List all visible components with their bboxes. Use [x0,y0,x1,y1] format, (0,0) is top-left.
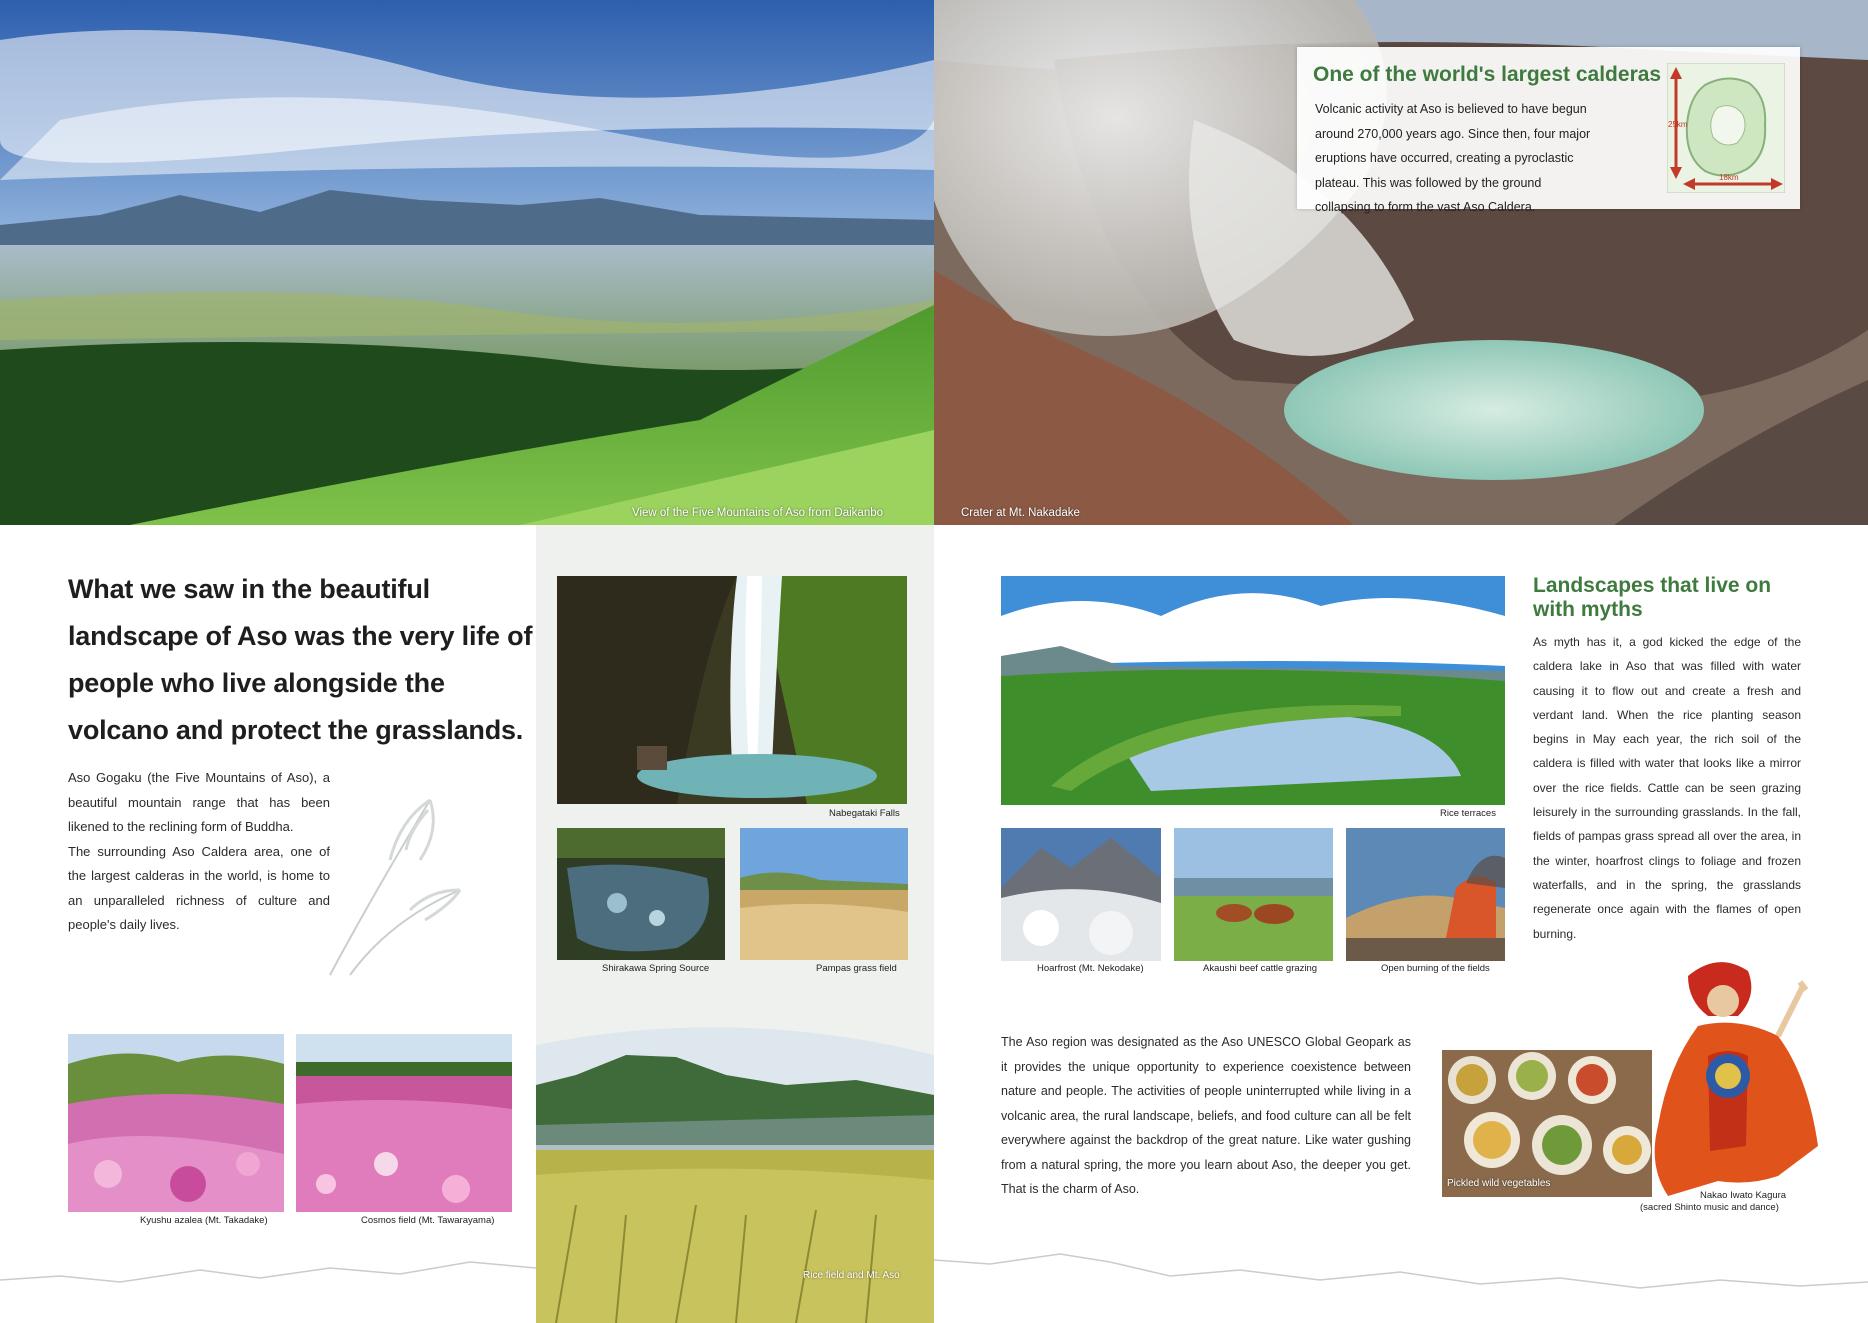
photo-kyushu-azalea [68,1034,284,1212]
caldera-map [1667,63,1785,193]
caption-nabegataki-falls: Nabegataki Falls [829,808,900,819]
left-page-headline: What we saw in the beautiful landscape of Aso was the very life of people who live alongside the volcano and protect the grasslands. [68,574,533,745]
caption-akaushi-cattle: Akaushi beef cattle grazing [1203,963,1318,974]
caption-rice-terraces: Rice terraces [1440,808,1496,819]
caption-rice-field-mt-aso: Rice field and Mt. Aso [803,1270,900,1281]
photo-hoarfrost [1001,828,1161,961]
caption-cosmos-field: Cosmos field (Mt. Tawarayama) [361,1215,495,1226]
caption-kagura-line2: (sacred Shinto music and dance) [1640,1202,1779,1213]
left-paragraph-1: Aso Gogaku (the Five Mountains of Aso), a beautiful mountain range that has been likened to the reclining form of Buddha. [68,770,330,834]
caption-pampas-grass-field: Pampas grass field [816,963,897,974]
caption-crater: Crater at Mt. Nakadake [961,507,1080,519]
photo-open-burning [1346,828,1505,961]
myths-title: Landscapes that live on with myths [1533,574,1772,621]
caption-hoarfrost: Hoarfrost (Mt. Nekodake) [1037,963,1144,974]
photo-shirakawa-spring [557,828,725,960]
photo-pickled-vegetables [1442,1050,1652,1197]
geopark-text: The Aso region was designated as the Aso UNESCO Global Geopark as it provides the unique opportunity to experience coexistence between nature and people. The activities of people uninterrupted while living in a volcanic area, the rural landscape, beliefs, and food culture can all be felt everywhere against the backdrop of the great nature. Like water gushing from a natural spring, the more you learn about Aso, the deeper you get. That is the charm of Aso. [1001,1035,1411,1196]
map-height-label: 25km [1668,120,1688,129]
left-page-body [68,766,330,938]
caldera-info-box [1297,47,1800,214]
photo-rice-terraces [1001,576,1505,805]
left-paragraph-2: The surrounding Aso Caldera area, one of the largest calderas in the world, is home to an unparalleled richness of culture and people's daily lives. [68,843,330,932]
photo-akaushi-cattle [1174,828,1333,961]
photo-nabegataki-falls [557,576,907,804]
pampas-grass-illustration [310,780,490,980]
mountain-outline-decoration [0,1240,1868,1323]
myths-text: As myth has it, a god kicked the edge of the caldera lake in Aso that was filled with water causing it to flow out and create a fresh and verdant land. When the rice planting season begins in May each year, the rich soil of the caldera is filled with water that looks like a mirror over the rice fields. Cattle can be seen grazing leisurely in the surrounding grasslands. In the fall, fields of pampas grass spread all over the area, in the winter, hoarfrost clings to foliage and frozen waterfalls, and in the spring, the grasslands regenerate once again with the flames of open burning. [1533,635,1801,941]
caption-kagura-line1: Nakao Iwato Kagura [1700,1190,1787,1201]
kagura-dancer-figure [1628,946,1828,1206]
photo-five-mountains [0,0,934,525]
caption-five-mountains: View of the Five Mountains of Aso from Daikanbo [632,507,884,519]
caption-open-burning: Open burning of the fields [1381,963,1490,974]
caldera-text: Volcanic activity at Aso is believed to have begun around 270,000 years ago. Since then, four major eruptions have occurred, creating a pyroclastic plateau. This was followed by the ground collapsing to form the vast Aso Caldera. [1315,102,1591,214]
caption-pickled-vegetables: Pickled wild vegetables [1447,1178,1551,1189]
caption-shirakawa-spring: Shirakawa Spring Source [602,963,710,974]
photo-pampas-grass-field [740,828,908,960]
caption-kyushu-azalea: Kyushu azalea (Mt. Takadake) [140,1215,268,1226]
caldera-title: One of the world's largest calderas [1313,63,1662,86]
map-width-label: 18km [1719,173,1739,182]
photo-cosmos-field [296,1034,512,1212]
